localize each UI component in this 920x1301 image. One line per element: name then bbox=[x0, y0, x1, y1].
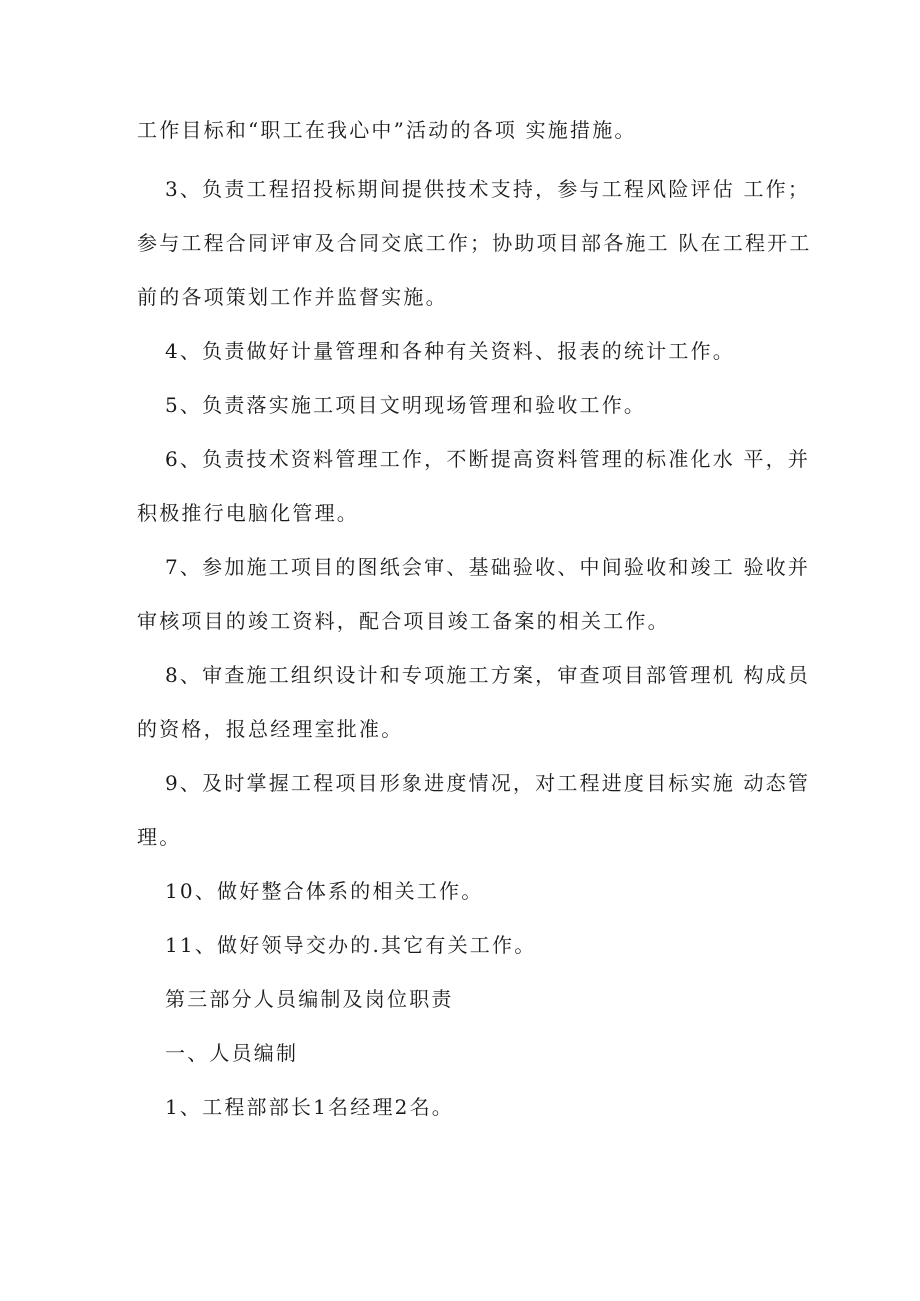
list-item-4: 4、负责做好计量管理和各种有关资料、报表的统计工作。 bbox=[165, 339, 735, 363]
section-heading: 第三部分人员编制及岗位职责 bbox=[165, 987, 454, 1011]
list-item-10: 10、做好整合体系的相关工作。 bbox=[165, 879, 484, 903]
list-item-3: 3、负责工程招投标期间提供技术支持，参与工程风险评估 工作； bbox=[165, 177, 811, 201]
text-line: 积极推行电脑化管理。 bbox=[137, 501, 359, 525]
list-item-9: 9、及时掌握工程项目形象进度情况，对工程进度目标实施 动态管 bbox=[165, 771, 811, 795]
list-item-7: 7、参加施工项目的图纸会审、基础验收、中间验收和竣工 验收并 bbox=[165, 555, 811, 579]
text-line: 工作目标和“职工在我心中”活动的各项 实施措施。 bbox=[137, 118, 637, 142]
text-line: 参与工程合同评审及合同交底工作；协助项目部各施工 队在工程开工 bbox=[137, 231, 812, 255]
text-line: 理。 bbox=[137, 825, 182, 849]
list-item-1: 1、工程部部长1名经理2名。 bbox=[165, 1095, 454, 1119]
text-line: 审核项目的竣工资料，配合项目竣工备案的相关工作。 bbox=[137, 609, 670, 633]
list-item-6: 6、负责技术资料管理工作，不断提高资料管理的标准化水 平，并 bbox=[165, 447, 811, 471]
list-item-11: 11、做好领导交办的.其它有关工作。 bbox=[165, 933, 537, 957]
text-line: 的资格，报总经理室批准。 bbox=[137, 717, 404, 741]
text-line: 前的各项策划工作并监督实施。 bbox=[137, 285, 448, 309]
list-item-8: 8、审查施工组织设计和专项施工方案，审查项目部管理机 构成员 bbox=[165, 663, 811, 687]
list-item-5: 5、负责落实施工项目文明现场管理和验收工作。 bbox=[165, 393, 647, 417]
subsection-heading: 一、人员编制 bbox=[165, 1041, 299, 1065]
